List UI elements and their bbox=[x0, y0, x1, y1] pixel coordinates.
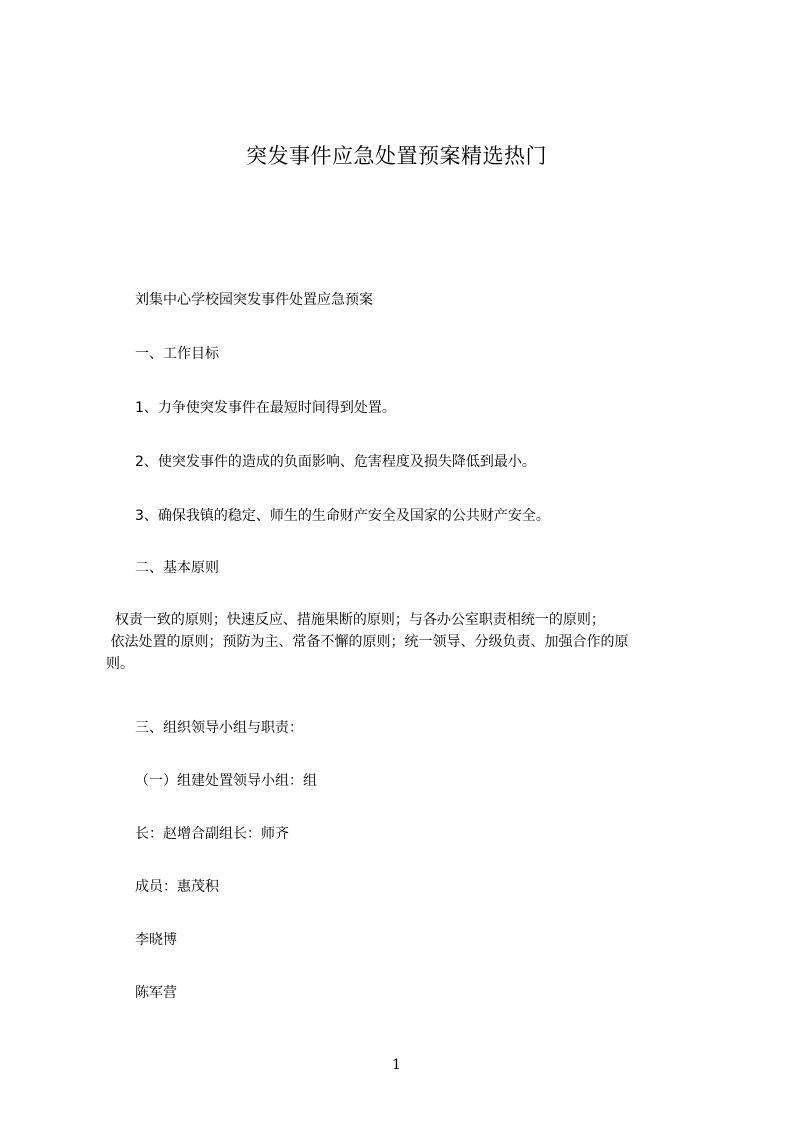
member-2: 李晓博 bbox=[135, 932, 177, 948]
members-line: 成员：惠茂积 bbox=[135, 879, 219, 895]
document-title: 突发事件应急处置预案精选热门 bbox=[246, 144, 547, 168]
section3-heading: 三、组织领导小组与职责： bbox=[135, 720, 303, 736]
section2-body bbox=[106, 609, 706, 675]
section2-body-line-2: 依法处置的原则；预防为主、常备不懈的原则；统一领导、分级负责、加强合作的原 bbox=[106, 634, 629, 650]
section1-item-3: 3、确保我镇的稳定、师生的生命财产安全及国家的公共财产安全。 bbox=[135, 508, 550, 524]
section3-sub1: （一）组建处置领导小组：组 bbox=[135, 773, 317, 789]
leader-line: 长：赵增合副组长：师齐 bbox=[135, 826, 289, 842]
section1-item-2: 2、使突发事件的造成的负面影响、危害程度及损失降低到最小。 bbox=[135, 454, 536, 470]
section1-heading: 一、工作目标 bbox=[135, 346, 219, 362]
section2-heading: 二、基本原则 bbox=[135, 560, 219, 576]
page-number: 1 bbox=[392, 1057, 401, 1073]
section2-body-line-3: 则。 bbox=[106, 656, 134, 672]
member-3: 陈军营 bbox=[135, 985, 177, 1001]
section1-item-1: 1、力争使突发事件在最短时间得到处置。 bbox=[135, 400, 396, 416]
section2-body-line-1: 权责一致的原则；快速反应、措施果断的原则；与各办公室职责相统一的原则； bbox=[106, 612, 605, 628]
document-subtitle: 刘集中心学校园突发事件处置应急预案 bbox=[135, 292, 373, 308]
